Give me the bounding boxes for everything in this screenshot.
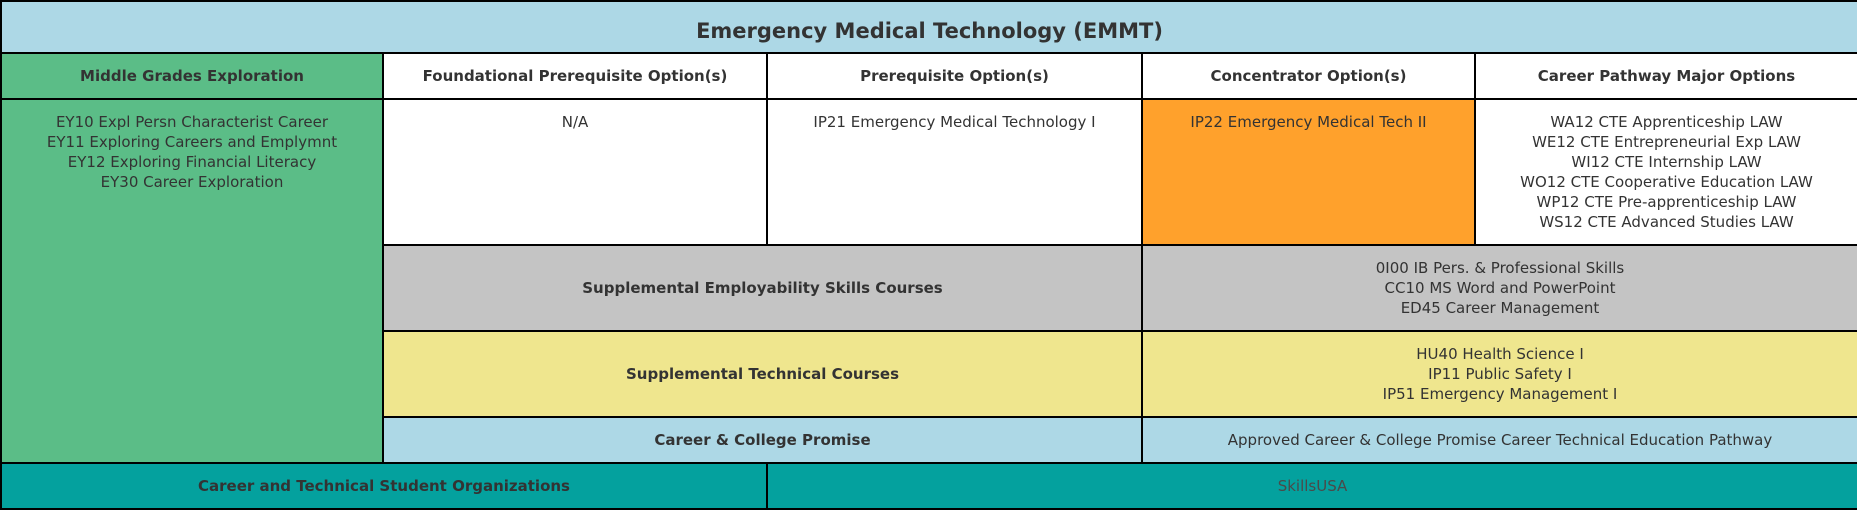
middle-grades-course: EY10 Expl Persn Characterist Career	[55, 113, 329, 131]
ctso-row	[1, 463, 1857, 509]
header-prerequisite: Prerequisite Option(s)	[767, 53, 1142, 99]
courses-row	[1, 99, 1857, 245]
header-foundational: Foundational Prerequisite Option(s)	[383, 53, 767, 99]
technical-course: IP11 Public Safety I	[1428, 365, 1572, 383]
middle-grades-course: EY30 Career Exploration	[100, 173, 284, 191]
career-pathway-option: WP12 CTE Pre-apprenticeship LAW	[1536, 193, 1797, 211]
header-career-pathway: Career Pathway Major Options	[1475, 53, 1857, 99]
page-title: Emergency Medical Technology (EMMT)	[1, 1, 1857, 53]
technical-label: Supplemental Technical Courses	[383, 331, 1142, 417]
career-pathway-option: WE12 CTE Entrepreneurial Exp LAW	[1532, 133, 1801, 151]
header-row	[1, 53, 1857, 99]
career-pathway-cell	[1475, 99, 1857, 245]
career-pathway-option: WO12 CTE Cooperative Education LAW	[1520, 173, 1813, 191]
middle-grades-cell	[1, 99, 383, 463]
ccp-value: Approved Career & College Promise Career Technical Education Pathway	[1142, 417, 1857, 463]
ccp-label: Career & College Promise	[383, 417, 1142, 463]
employability-course: ED45 Career Management	[1400, 299, 1600, 317]
ctso-label: Career and Technical Student Organizations	[1, 463, 767, 509]
middle-grades-course: EY11 Exploring Careers and Emplymnt	[46, 133, 338, 151]
title-row	[1, 1, 1857, 53]
technical-course: IP51 Emergency Management I	[1382, 385, 1618, 403]
concentrator-cell: IP22 Emergency Medical Tech II	[1142, 99, 1475, 245]
technical-courses	[1142, 331, 1857, 417]
employability-course: 0I00 IB Pers. & Professional Skills	[1375, 259, 1625, 277]
middle-grades-course: EY12 Exploring Financial Literacy	[67, 153, 317, 171]
technical-course: HU40 Health Science I	[1416, 345, 1584, 363]
foundational-cell: N/A	[383, 99, 767, 245]
prerequisite-cell: IP21 Emergency Medical Technology I	[767, 99, 1142, 245]
career-pathway-option: WI12 CTE Internship LAW	[1571, 153, 1762, 171]
header-middle-grades: Middle Grades Exploration	[1, 53, 383, 99]
employability-course: CC10 MS Word and PowerPoint	[1384, 279, 1616, 297]
header-concentrator: Concentrator Option(s)	[1142, 53, 1475, 99]
employability-courses	[1142, 245, 1857, 331]
career-pathway-option: WA12 CTE Apprenticeship LAW	[1550, 113, 1783, 131]
employability-label: Supplemental Employability Skills Courses	[383, 245, 1142, 331]
ctso-value: SkillsUSA	[767, 463, 1857, 509]
career-pathway-option: WS12 CTE Advanced Studies LAW	[1539, 213, 1794, 231]
